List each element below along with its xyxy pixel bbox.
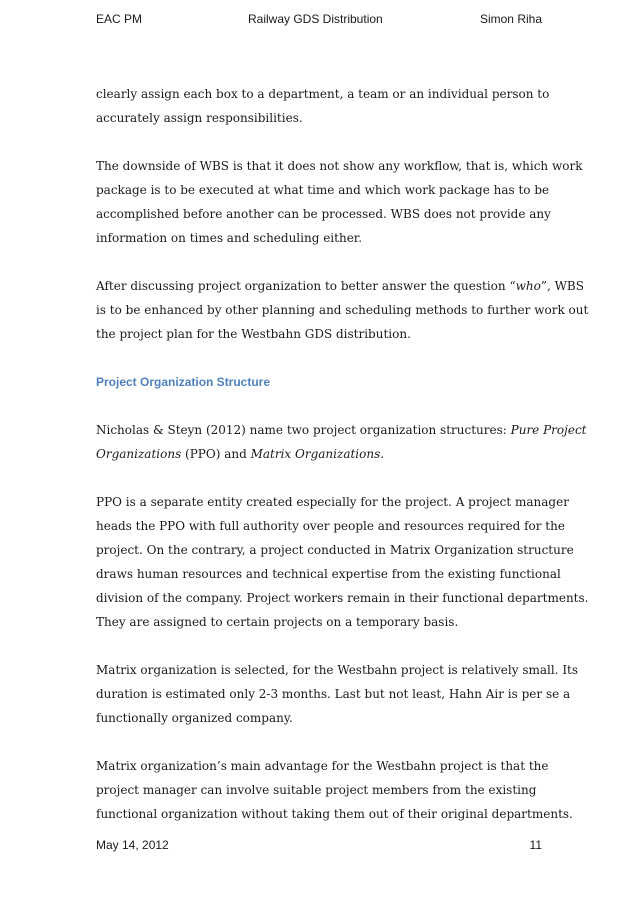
text-run: After discussing project organization to better answer the question “ xyxy=(96,279,516,293)
text-line: draws human resources and technical expertise from the existing functional xyxy=(96,567,561,581)
text-run: (PPO) and xyxy=(181,447,251,461)
emphasis-text: Matrix Organizations xyxy=(250,447,381,461)
text-line: heads the PPO with full authority over people and resources required for the xyxy=(96,519,565,533)
paragraph-matrix-advantage xyxy=(96,754,573,826)
text-line xyxy=(96,418,587,442)
text-line: information on times and scheduling either. xyxy=(96,231,363,245)
text-line: PPO is a separate entity created especially for the project. A project manager xyxy=(96,495,569,509)
text-line: Matrix organization is selected, for the Westbahn project is relatively small. Its xyxy=(96,663,579,677)
text-line: accurately assign responsibilities. xyxy=(96,111,303,125)
paragraph-responsibilities xyxy=(96,82,550,130)
text-line: Matrix organization’s main advantage for the Westbahn project is that the xyxy=(96,759,549,773)
emphasis-text: Organizations xyxy=(96,447,182,461)
page-body xyxy=(96,82,589,850)
emphasis-text: Pure Project xyxy=(510,423,587,437)
footer-date: May 14, 2012 xyxy=(96,838,169,852)
paragraph-structures xyxy=(96,418,587,466)
text-line: They are assigned to certain projects on a temporary basis. xyxy=(96,615,459,629)
text-line: clearly assign each box to a department, a team or an individual person to xyxy=(96,87,550,101)
header-title: Railway GDS Distribution xyxy=(248,12,383,26)
page-number: 11 xyxy=(529,838,542,852)
page-header xyxy=(96,12,542,38)
text-run: Nicholas & Steyn (2012) name two project organization structures: xyxy=(96,423,511,437)
text-line: The downside of WBS is that it does not show any workflow, that is, which work xyxy=(96,159,583,173)
text-run: . xyxy=(380,447,385,461)
paragraph-after-discussing xyxy=(96,274,589,346)
section-heading: Project Organization Structure xyxy=(96,375,271,389)
text-run: ”, WBS xyxy=(540,279,584,293)
header-author: Simon Riha xyxy=(479,12,542,26)
paragraph-wbs-downside xyxy=(96,154,583,250)
text-line xyxy=(96,274,584,298)
text-line: division of the company. Project workers remain in their functional departments. xyxy=(96,591,589,605)
text-line: the project plan for the Westbahn GDS distribution. xyxy=(96,327,411,341)
text-line: is to be enhanced by other planning and scheduling methods to further work out xyxy=(96,303,589,317)
text-line: project. On the contrary, a project conducted in Matrix Organization structure xyxy=(96,543,574,557)
text-line: accomplished before another can be processed. WBS does not provide any xyxy=(96,207,551,221)
text-line: functional organization without taking them out of their original departments. xyxy=(96,807,573,821)
paragraph-matrix-selected xyxy=(96,658,579,730)
text-line: project manager can involve suitable project members from the existing xyxy=(96,783,537,797)
emphasis-text: who xyxy=(515,279,541,293)
header-course: EAC PM xyxy=(96,12,143,26)
text-line: duration is estimated only 2-3 months. Last but not least, Hahn Air is per se a xyxy=(96,687,571,701)
text-line: functionally organized company. xyxy=(96,711,293,725)
text-line: package is to be executed at what time and which work package has to be xyxy=(96,183,550,197)
paragraph-ppo xyxy=(96,490,589,634)
text-line xyxy=(96,442,542,466)
